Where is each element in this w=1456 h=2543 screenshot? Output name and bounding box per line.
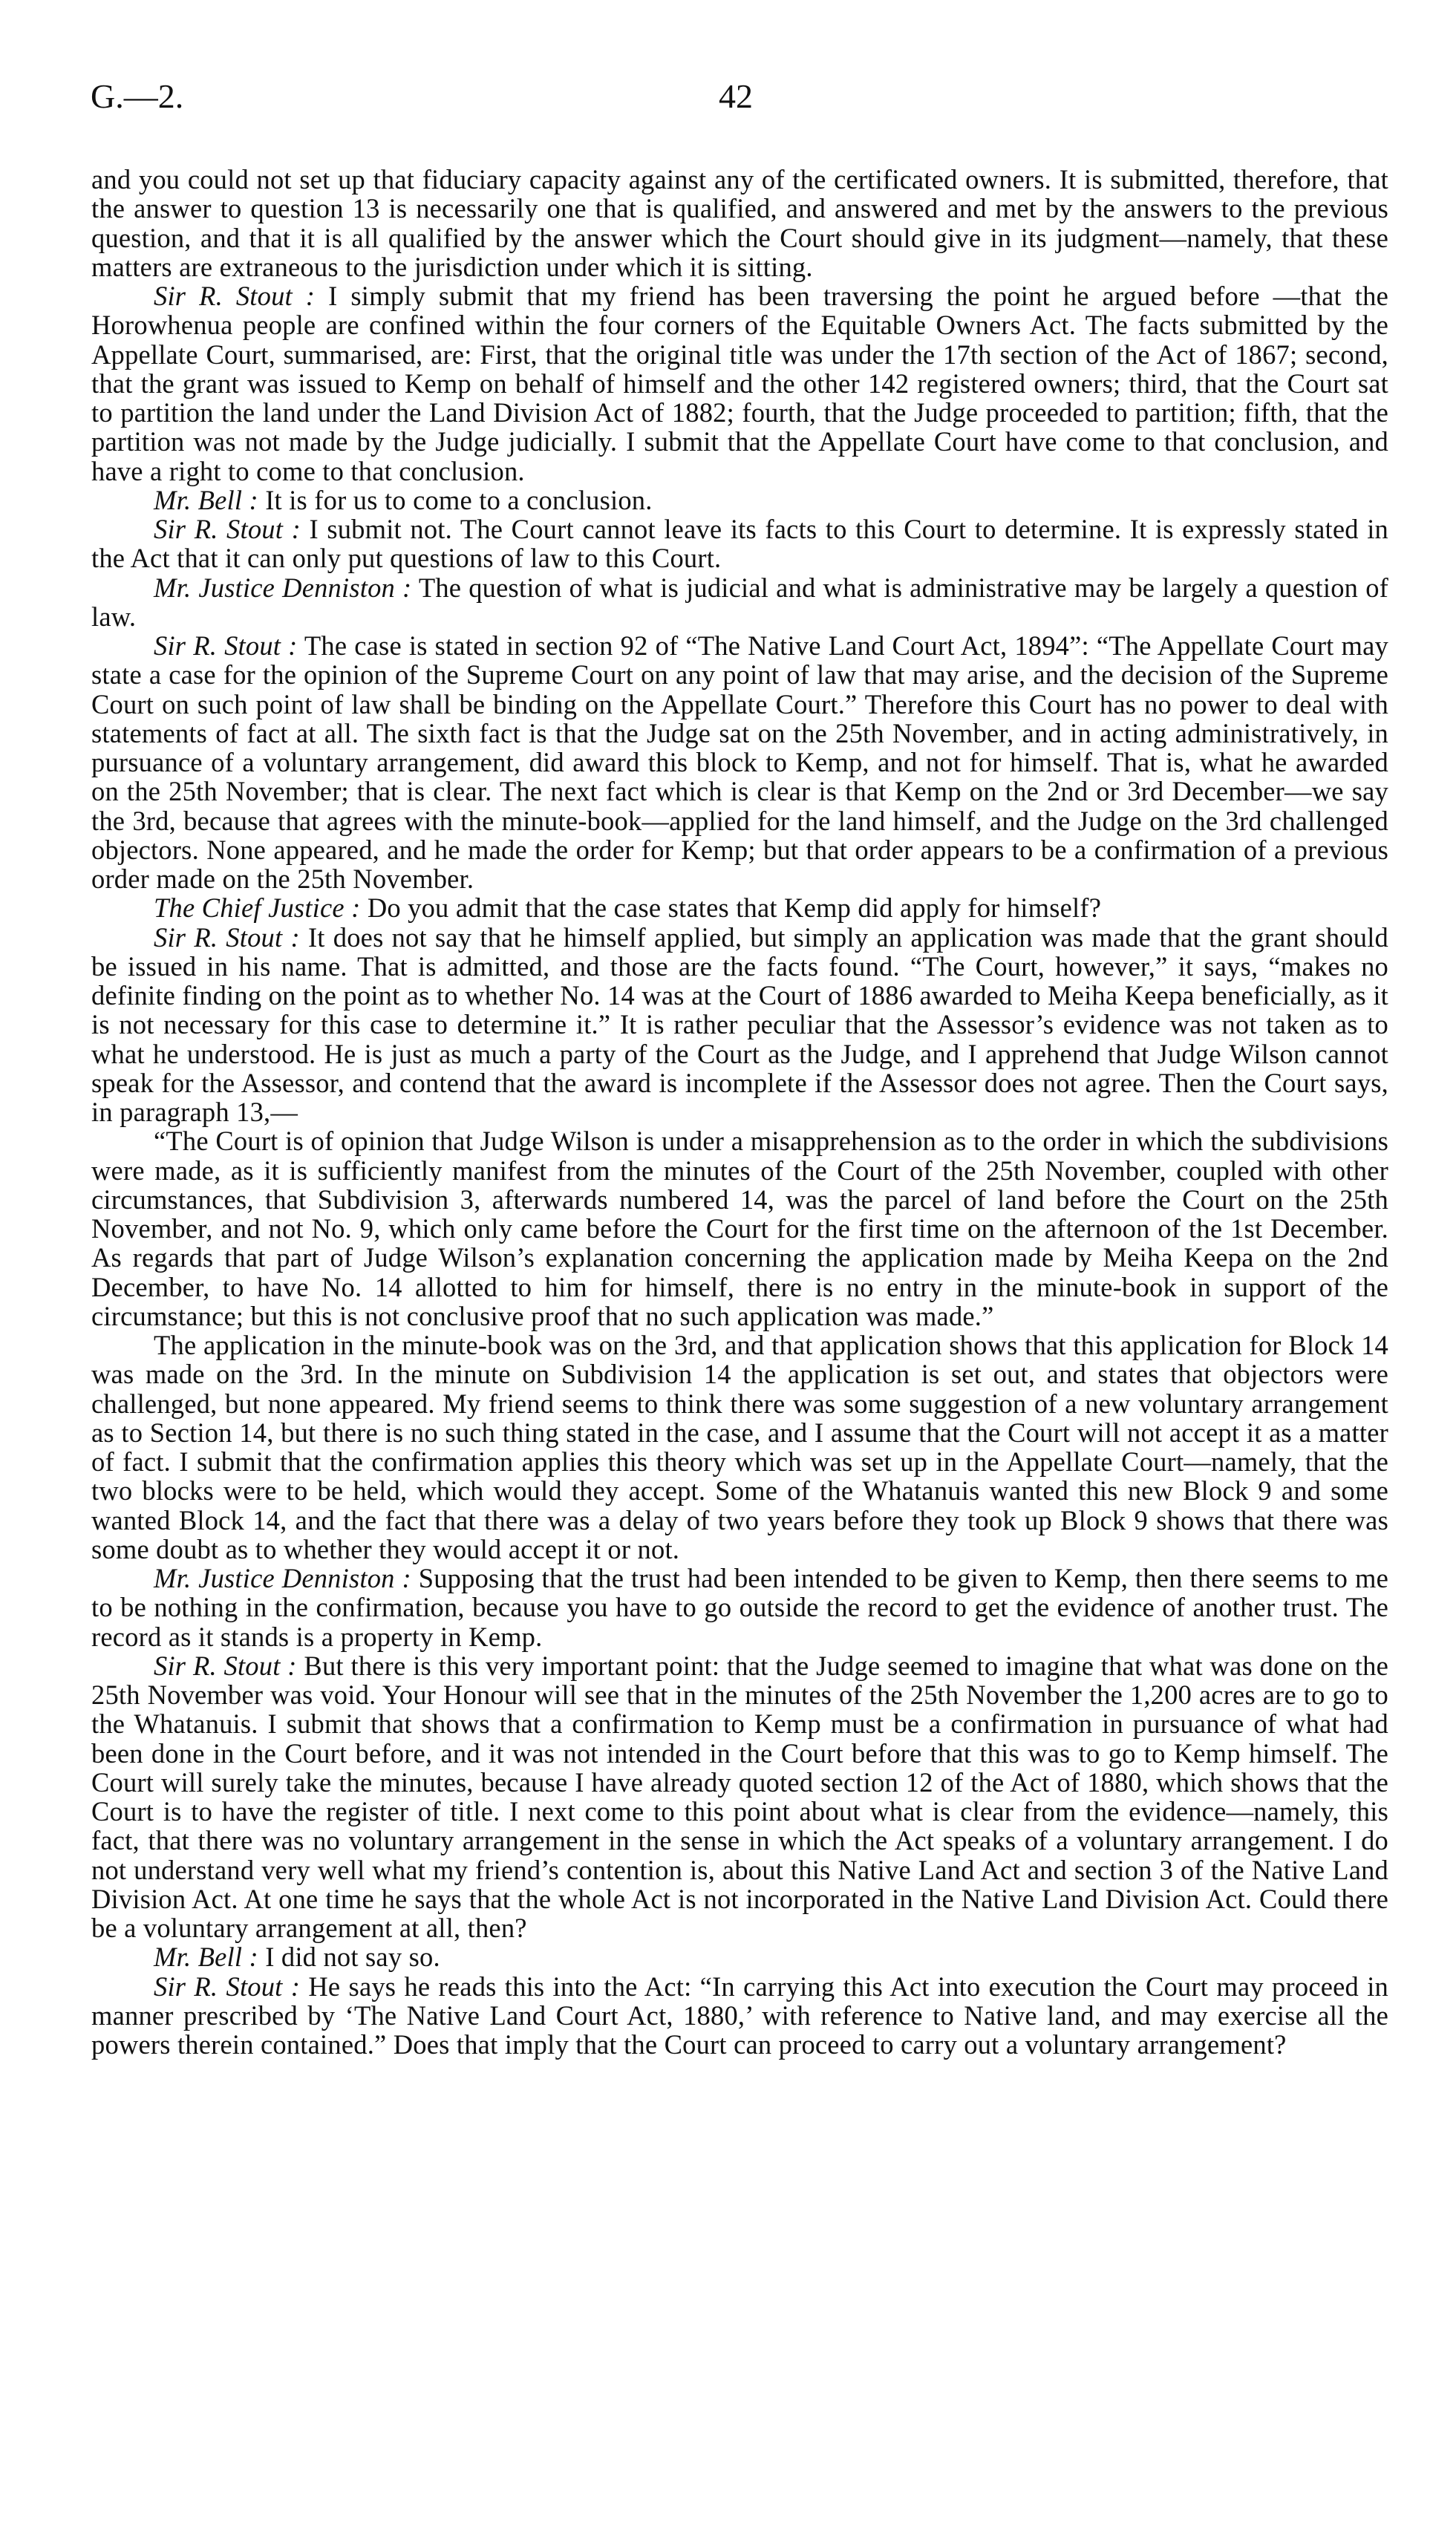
paragraph <box>91 281 1388 486</box>
speaker-name: Sir R. Stout : <box>154 921 300 953</box>
paragraph-text: Do you admit that the case states that Kemp did apply for himself? <box>360 892 1102 924</box>
document-reference: G.—2. <box>91 77 184 115</box>
paragraph-text: I simply submit that my friend has been traversing the point he argued before —that the Horowhenua people are confined within the four corners of the Equitable Owners Act. The facts submitted by the Appellate Court, summarised, are: First, that the original title was under the 17th section of the Act of 1867; second, that the grant was issued to Kemp on behalf of himself and the other 142 registered owners; third, that the Court sat to partition the land under the Land Division Act of 1882; fourth, that the Judge proceeded to partition; fifth, that the partition was not made by the Judge judicially. I submit that the Appellate Court have come to that conclusion, and have a right to come to that conclusion. <box>91 281 1388 486</box>
paragraph <box>91 515 1388 573</box>
paragraph <box>91 165 1388 281</box>
paragraph-text: “The Court is of opinion that Judge Wilson is under a misapprehension as to the order in which the subdivisions were made, as it is sufficiently manifest from the minutes of the Court of the 25th November, coupled with other circumstances, that Subdivision 3, afterwards numbered 14, was the parcel of land before the Court on the 25th November, and not No. 9, which only came before the Court for the first time on the afternoon of the 1st December. As regards that part of Judge Wilson’s explanation concerning the application made by Meiha Keepa on the 2nd December, to have No. 14 allotted to him for himself, there is no entry in the minute-book in support of the circumstance; but this is not conclusive proof that no such application was made.” <box>91 1126 1388 1331</box>
speaker-name: The Chief Justice : <box>154 892 361 924</box>
speaker-name: Sir R. Stout : <box>154 514 301 544</box>
speaker-name: Sir R. Stout : <box>154 281 316 311</box>
paragraph-text: The case is stated in section 92 of “The Native Land Court Act, 1894”: “The Appellate Court may state a case for the opinion of the Supreme Court on any point of law that may arise, and the decision of the Supreme Court on such point of law shall be binding on the Appellate Court.” Therefore this Court has no power to deal with statements of fact at all. The sixth fact is that the Judge sat on the 25th November, and in acting administratively, in pursuance of a voluntary arrangement, did award this block to Kemp, and not for himself. That is, what he awarded on the 25th November; that is clear. The next fact which is clear is that Kemp on the 2nd or 3rd December—we say the 3rd, because that agrees with the minute-book—applied for the land himself, and the Judge on the 3rd challenged objectors. None appeared, and he made the order for Kemp; but that order appears to be a confirmation of a previous order made on the 25th November. <box>91 630 1388 894</box>
paragraph-text: It is for us to come to a conclusion. <box>258 484 653 515</box>
paragraph <box>91 893 1388 922</box>
paragraph <box>91 631 1388 893</box>
paragraph <box>91 573 1388 632</box>
speaker-name: Mr. Justice Denniston : <box>154 572 412 603</box>
paragraph-text: I submit not. The Court cannot leave its facts to this Court to determine. It is expressly stated in the Act that it can only put questions of law to this Court. <box>91 514 1388 574</box>
page-number: 42 <box>719 77 753 115</box>
paragraph <box>91 923 1388 1127</box>
speaker-name: Sir R. Stout : <box>154 1971 301 2002</box>
speaker-name: Mr. Bell : <box>154 1942 258 1973</box>
paragraph <box>91 1942 1388 1971</box>
paragraph <box>91 486 1388 515</box>
paragraph-text: But there is this very important point: that the Judge seemed to imagine that what was done on the 25th November was void. Your Honour will see that in the minutes of the 25th November the 1,200 acres are to go to the Whatanuis. I submit that shows that a confirmation to Kemp must be a confirmation in pursuance of what had been done in the Court before, and it was not intended in the Court before that this was to go to Kemp himself. The Court will surely take the minutes, because I have already quoted section 12 of the Act of 1880, which shows that the Court is to have the register of title. I next come to this point about what is clear from the evidence—namely, this fact, that there was no voluntary arrangement in the sense in which the Act speaks of a voluntary arrangement. I do not understand very well what my friend’s contention is, about this Native Land Act and section 3 of the Native Land Division Act. At one time he says that the whole Act is not incorporated in the Native Land Division Act. Could there be a voluntary arrangement at all, then? <box>91 1650 1388 1943</box>
paragraph <box>91 1651 1388 1943</box>
document-body <box>91 165 1388 2059</box>
paragraph-text: It does not say that he himself applied, but simply an application was made that the grant should be issued in his name. That is admitted, and those are the facts found. “The Court, however,” it says, “makes no definite finding on the point as to whether No. 14 was at the Court of 1886 awarded to Meiha Keepa beneficially, as it is not necessary for this case to determine it.” It is rather peculiar that the Assessor’s evidence was not taken as to what he understood. He is just as much a party of the Court as the Judge, and I apprehend that Judge Wilson cannot speak for the Assessor, and contend that the award is incomplete if the Assessor does not agree. Then the Court says, in paragraph 13,— <box>91 921 1389 1127</box>
paragraph-text: I did not say so. <box>258 1942 440 1973</box>
speaker-name: Mr. Bell : <box>154 484 258 515</box>
paragraph <box>91 1972 1388 2060</box>
paragraph <box>91 1564 1388 1651</box>
paragraph-text: Supposing that the trust had been intended to be given to Kemp, then there seems to me to be nothing in the confirmation, because you have to go outside the record to get the evidence of another trust. The record as it stands is a property in Kemp. <box>91 1563 1388 1652</box>
paragraph <box>91 1126 1388 1331</box>
paragraph-text: The application in the minute-book was on the 3rd, and that application shows that this application for Block 14 was made on the 3rd. In the minute on Subdivision 14 the application is set out, and states that objectors were challenged, but none appeared. My friend seems to think there was some suggestion of a new voluntary arrangement as to Section 14, but there is no such thing stated in the case, and I assume that the Court will not accept it as a matter of fact. I submit that the confirmation applies this theory which was set up in the Appellate Court—namely, that the two blocks were to be held, which would they accept. Some of the Whatanuis wanted this new Block 9 and some wanted Block 14, and the fact that there was a delay of two years before they took up Block 9 shows that there was some doubt as to whether they would accept it or not. <box>91 1330 1388 1564</box>
paragraph-text: and you could not set up that fiduciary capacity against any of the certificated owners. It is submitted, therefore, that the answer to question 13 is necessarily one that is qualified, and answered and met by the answers to the previous question, and that it is all qualified by the answer which the Court should give in its judgment—namely, that these matters are extraneous to the jurisdiction under which it is sitting. <box>91 164 1388 282</box>
paragraph <box>91 1331 1388 1564</box>
speaker-name: Sir R. Stout : <box>154 1650 297 1681</box>
speaker-name: Mr. Justice Denniston : <box>154 1563 411 1593</box>
paragraph-text: He says he reads this into the Act: “In carrying this Act into execution the Court may proceed in manner prescribed by ‘The Native Land Court Act, 1880,’ with reference to Native land, and may exercise all the powers therein contained.” Does that imply that the Court can proceed to carry out a voluntary arrangement? <box>91 1971 1388 2060</box>
speaker-name: Sir R. Stout : <box>154 630 298 661</box>
paragraph-text: The question of what is judicial and what is administrative may be largely a question of law. <box>91 572 1388 632</box>
